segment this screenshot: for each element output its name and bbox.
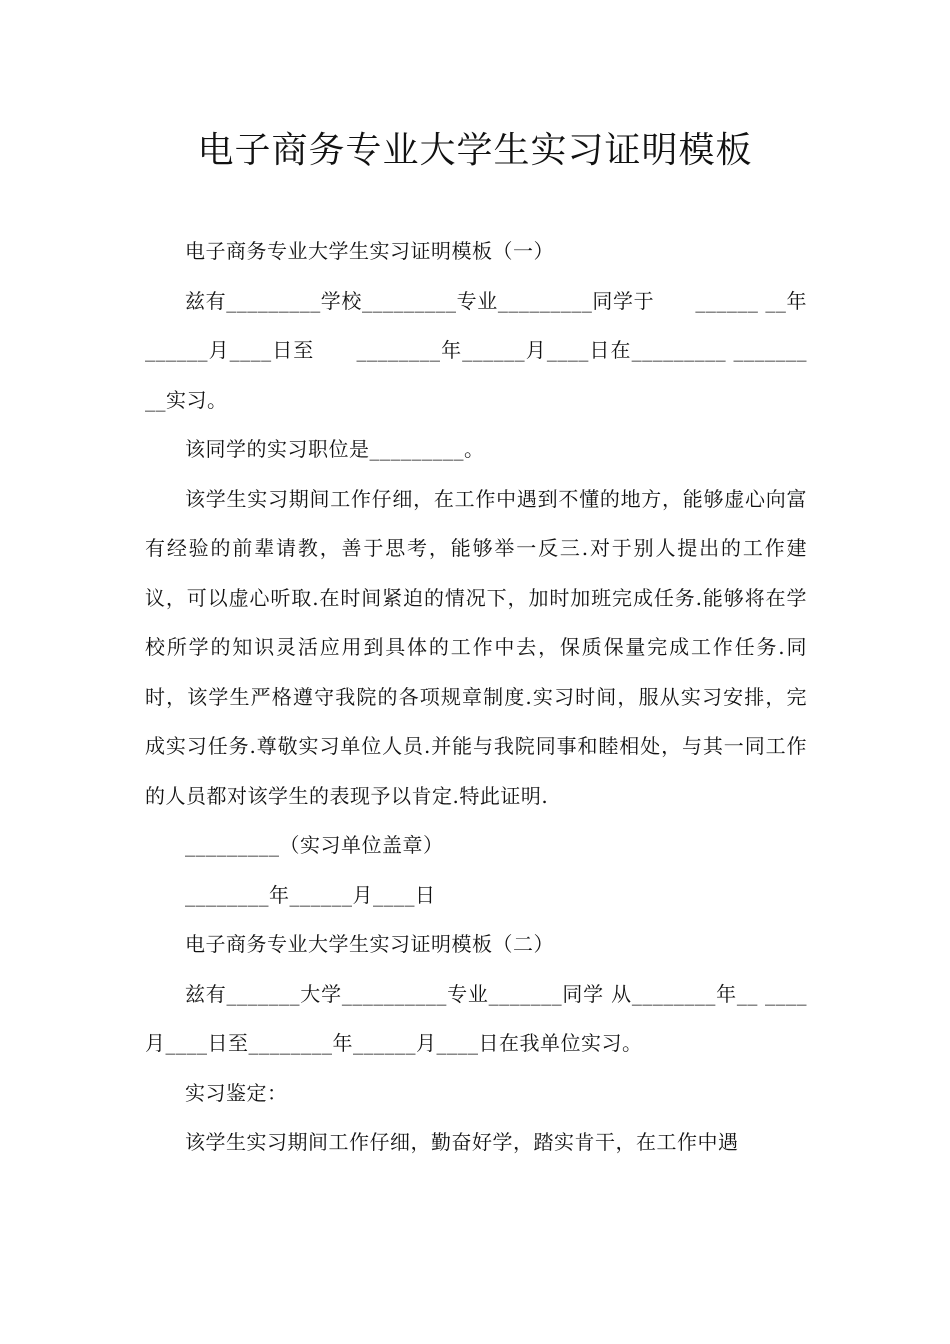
- appraisal-label: 实习鉴定：: [185, 1080, 288, 1105]
- date-line: ________年______月____日: [185, 882, 436, 907]
- evaluation-paragraph: 该学生实习期间工作仔细，在工作中遇到不懂的地方，能够虚心向富有经验的前辈请教，善于思考，能够举一反三.对于别人提出的工作建议，可以虚心听取.在时间紧迫的情况下，加时加班完成任务.能够将在学校所学的知识灵活应用到具体的工作中去，保质保量完成工作任务.同时，该学生严格遵守我院的各项规章制度.实习时间，服从实习安排，完成实习任务.尊敬实习单位人员.并能与我院同事和睦相处，与其一同工作的人员都对该学生的表现予以肯定.特此证明.: [145, 486, 807, 808]
- internship-info-paragraph-two: 兹有_______大学__________专业_______同学 从________年__ ____月____日至________年______月____日在我单位实习。: [145, 981, 807, 1055]
- internship-period-paragraph: 兹有_________学校_________专业_________同学于 ______ __年______月____日至 ________年______月____日在_________ _________实习。: [145, 288, 807, 412]
- section-heading-one: 电子商务专业大学生实习证明模板（一）: [185, 239, 554, 263]
- internship-position-paragraph: 该同学的实习职位是_________。: [185, 437, 485, 461]
- section-heading-two: 电子商务专业大学生实习证明模板（二）: [185, 932, 554, 956]
- document-body: [145, 227, 807, 1168]
- document-title: 电子商务专业大学生实习证明模板: [197, 130, 753, 171]
- seal-line: _________（实习单位盖章）: [185, 833, 444, 857]
- appraisal-paragraph: 该学生实习期间工作仔细，勤奋好学，踏实肯干，在工作中遇: [185, 1130, 739, 1154]
